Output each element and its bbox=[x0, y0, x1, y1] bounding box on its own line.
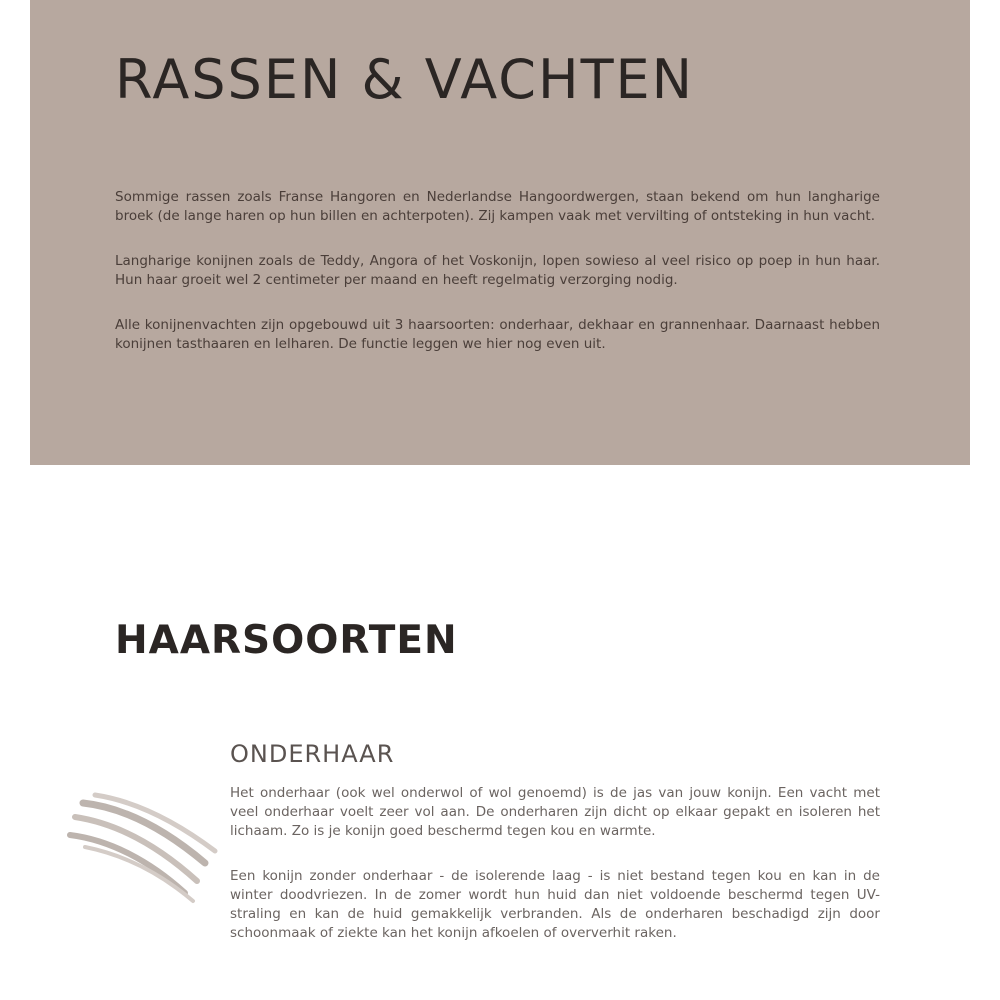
section-body-text bbox=[230, 784, 880, 969]
body-paragraph: Een konijn zonder onderhaar - de isolerende laag - is niet bestand tegen kou en kan in de winter doodvriezen. In de zomer wordt hun huid dan niet voldoende beschermd tegen UV-straling en kan de huid gemakkelijk verbranden. Als de onderharen beschadigd zijn door schoonmaak of ziekte kan het konijn afkoelen of oververhit raken. bbox=[230, 868, 880, 941]
intro-paragraph: Sommige rassen zoals Franse Hangoren en Nederlandse Hangoordwergen, staan bekend om hun langharige broek (de lange haren op hun billen en achterpoten). Zij kampen vaak met vervilting of ontsteking in hun vacht. bbox=[115, 189, 880, 224]
subsection-title: ONDERHAAR bbox=[230, 740, 395, 768]
section-title: HAARSOORTEN bbox=[115, 618, 458, 663]
body-paragraph: Het onderhaar (ook wel onderwol of wol genoemd) is de jas van jouw konijn. Een vacht met veel onderhaar voelt zeer vol aan. De onderharen zijn dicht op elkaar gepakt en isoleren het lichaam. Zo is je konijn goed beschermd tegen kou en warmte. bbox=[230, 785, 880, 839]
hair-strands-illustration bbox=[65, 785, 225, 905]
intro-text bbox=[115, 188, 880, 380]
page-title: RASSEN & VACHTEN bbox=[115, 48, 695, 111]
intro-paragraph: Alle konijnenvachten zijn opgebouwd uit 3 haarsoorten: onderhaar, dekhaar en grannenhaar. Daarnaast hebben konijnen tasthaaren en lelharen. De functie leggen we hier nog even uit. bbox=[115, 317, 880, 352]
intro-paragraph: Langharige konijnen zoals de Teddy, Angora of het Voskonijn, lopen sowieso al veel risico op poep in hun haar. Hun haar groeit wel 2 centimeter per maand en heeft regelmatig verzorging nodig. bbox=[115, 253, 880, 288]
